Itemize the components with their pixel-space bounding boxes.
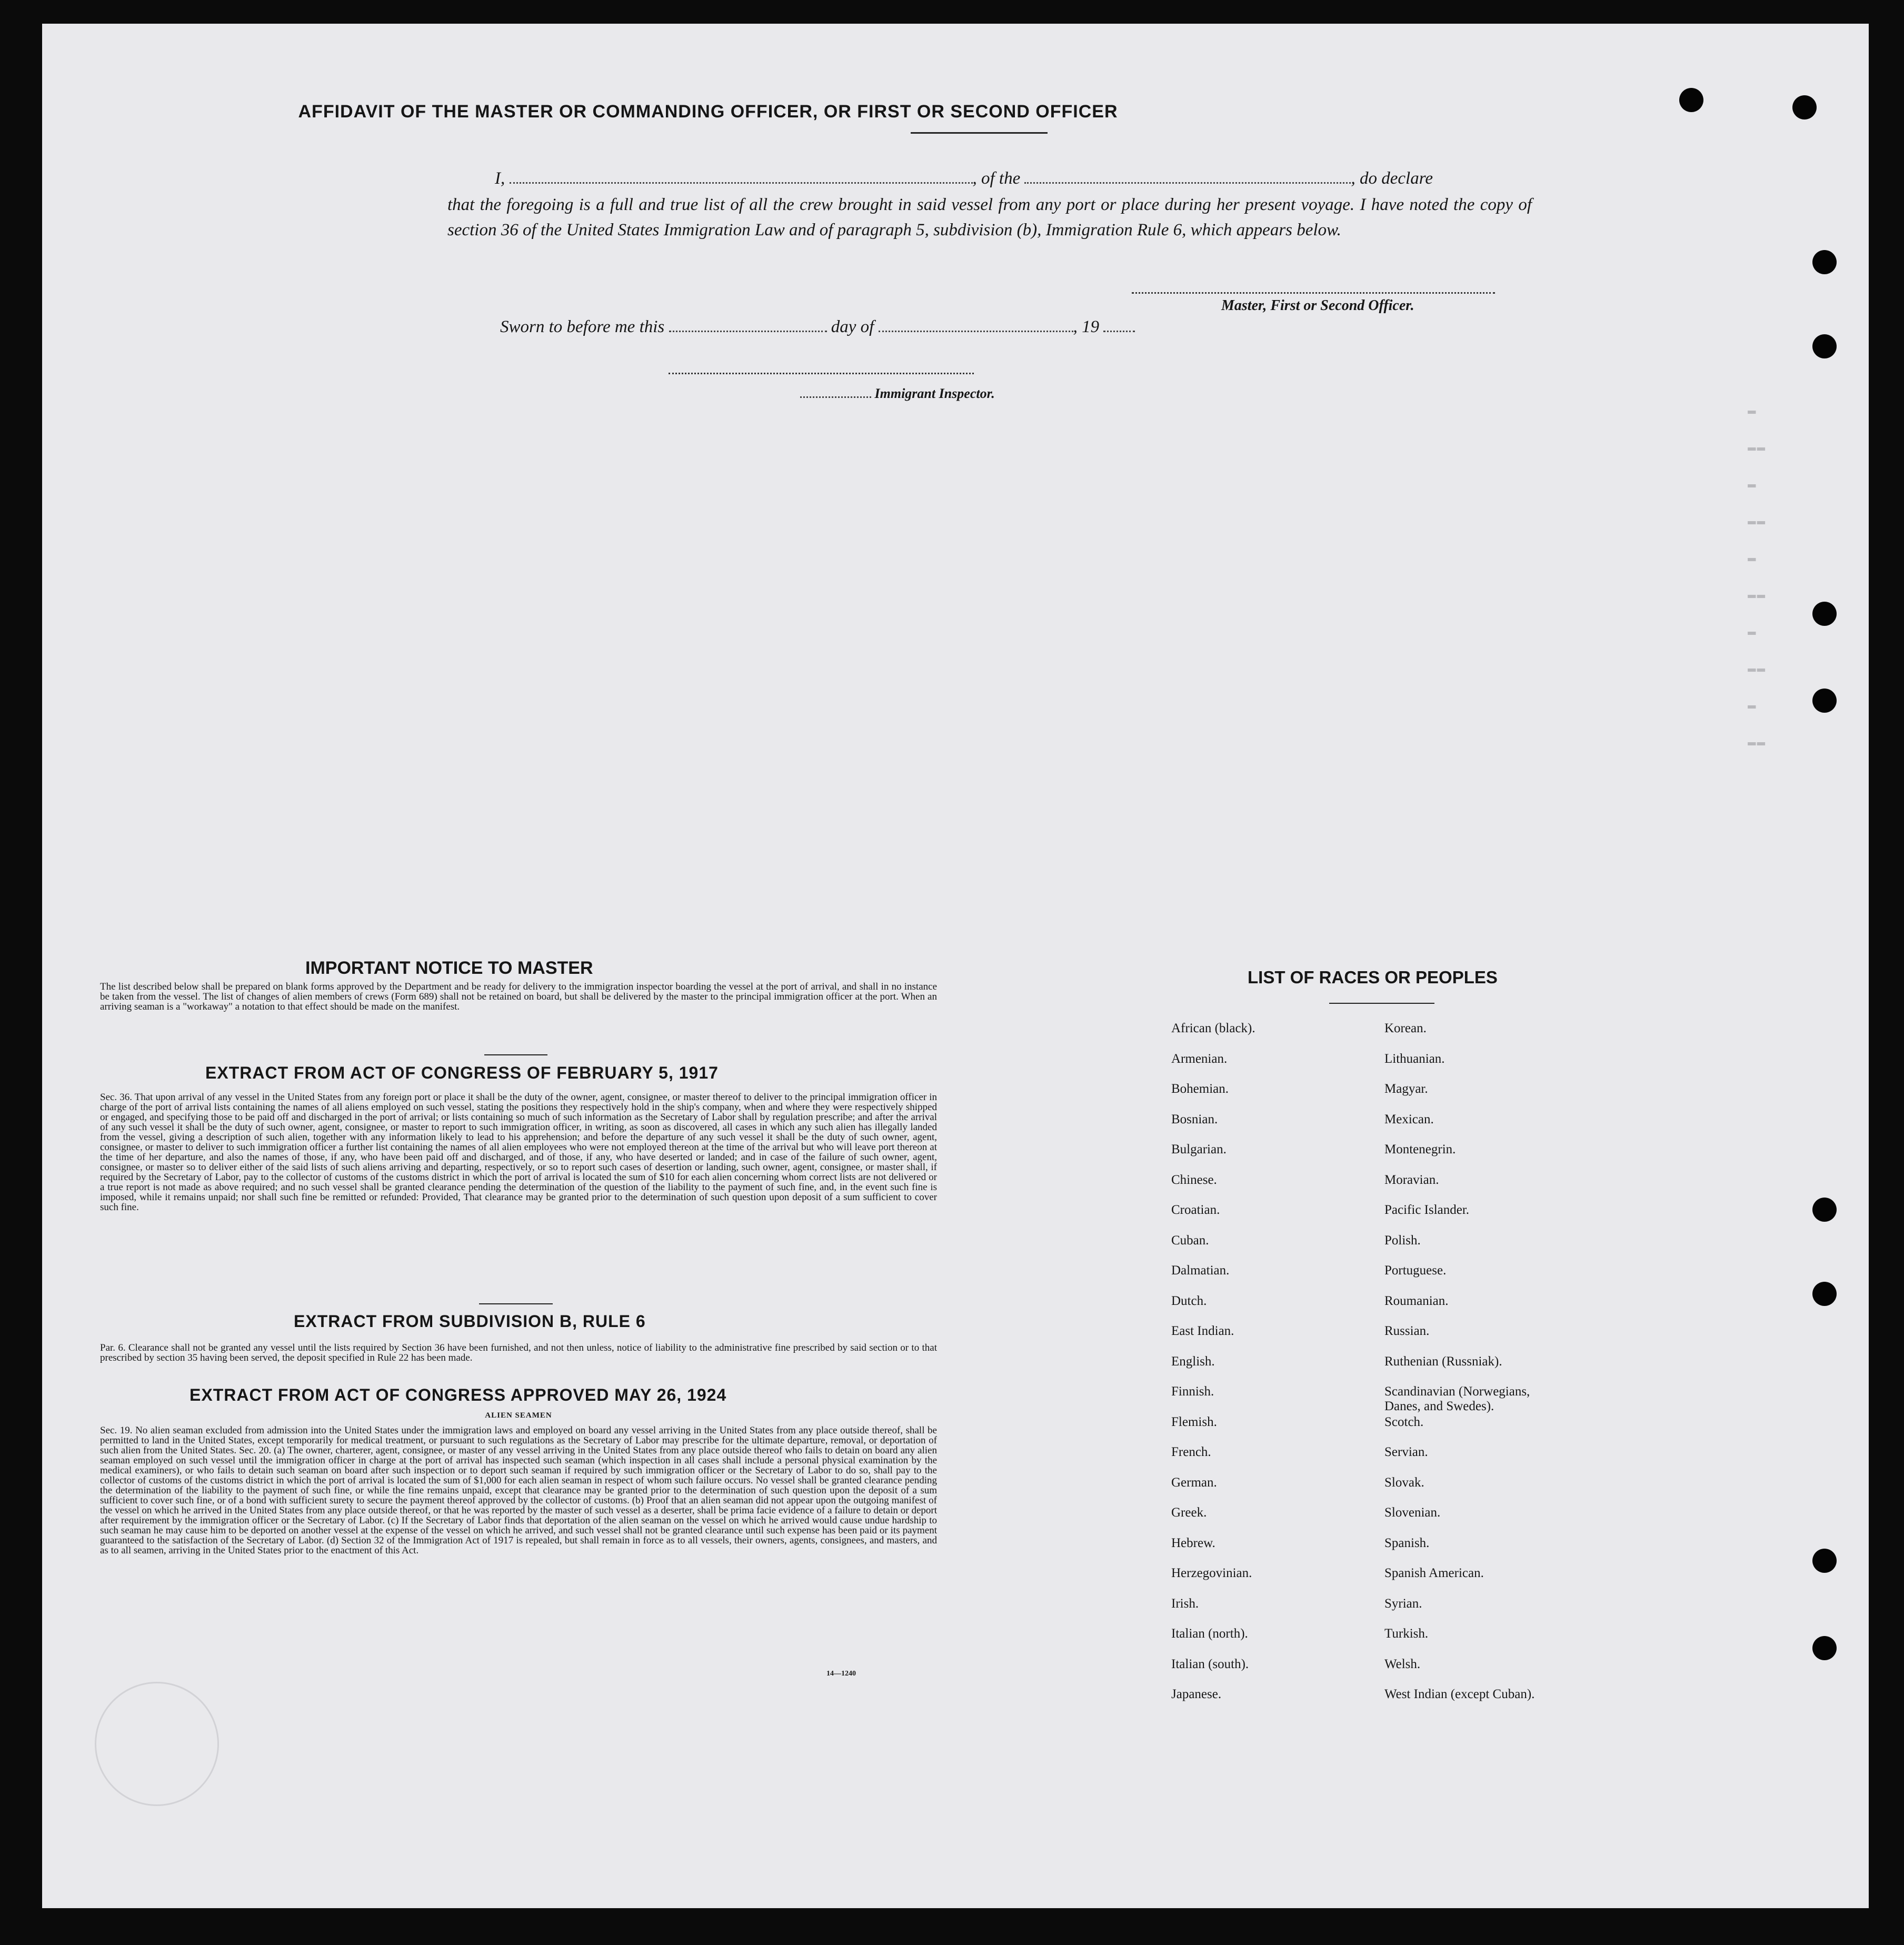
race-item: East Indian.: [1171, 1324, 1234, 1338]
sworn-year-label: , 19: [1073, 317, 1100, 336]
vessel-name-field[interactable]: [1024, 167, 1351, 184]
binder-hole: [1812, 334, 1837, 358]
race-item: African (black).: [1171, 1021, 1255, 1035]
race-item: Danes, and Swedes).: [1384, 1399, 1494, 1413]
inspector-signature-field[interactable]: [669, 373, 974, 374]
race-item: Italian (south).: [1171, 1657, 1249, 1671]
binder-hole: [1679, 88, 1703, 112]
race-item: Herzegovinian.: [1171, 1566, 1252, 1580]
sworn-prefix: Sworn to before me this: [500, 317, 665, 336]
binder-hole: [1812, 1636, 1837, 1660]
section-divider: [479, 1303, 553, 1304]
race-item: Korean.: [1384, 1021, 1427, 1035]
race-item: Hebrew.: [1171, 1536, 1215, 1550]
race-item: Bosnian.: [1171, 1112, 1218, 1126]
race-item: Syrian.: [1384, 1597, 1422, 1611]
declarant-name-field[interactable]: [510, 167, 973, 184]
race-item: Portuguese.: [1384, 1263, 1447, 1278]
race-item: Chinese.: [1171, 1173, 1217, 1187]
race-item: Ruthenian (Russniak).: [1384, 1354, 1502, 1369]
race-item: German.: [1171, 1475, 1217, 1490]
race-item: Bohemian.: [1171, 1082, 1229, 1096]
race-item: Slovak.: [1384, 1475, 1424, 1490]
sworn-year-field[interactable]: [1103, 316, 1135, 332]
master-signature-label: Master, First or Second Officer.: [1221, 297, 1414, 314]
race-item: Croatian.: [1171, 1203, 1220, 1217]
race-item: Dalmatian.: [1171, 1263, 1230, 1278]
race-item: Roumanian.: [1384, 1294, 1449, 1308]
race-item: Slovenian.: [1384, 1505, 1441, 1520]
race-item: Turkish.: [1384, 1627, 1429, 1641]
sworn-day-field[interactable]: [669, 316, 827, 332]
race-item: Mexican.: [1384, 1112, 1434, 1126]
act-1917-title: EXTRACT FROM ACT OF CONGRESS OF FEBRUARY 5, 1917: [205, 1063, 719, 1082]
master-signature-field[interactable]: [1132, 292, 1495, 295]
subdivision-b-title: EXTRACT FROM SUBDIVISION B, RULE 6: [294, 1312, 646, 1331]
race-item: Italian (north).: [1171, 1627, 1248, 1641]
manifest-back-page: [42, 24, 1869, 1908]
embossed-seal: [95, 1682, 219, 1806]
declarant-prefix: I,: [495, 169, 505, 188]
form-number: 14—1240: [826, 1670, 856, 1678]
binder-hole: [1792, 95, 1817, 119]
inspector-label-lead: [800, 389, 871, 398]
title-underline: [911, 132, 1048, 134]
notice-text: The list described below shall be prepared on blank forms approved by the Department and be ready for delivery to the immigration inspector boarding the vessel at the port of arrival, and shall in no instance be taken from the vessel. The list of changes of alien members of crews (Form 689) shall not be retained on board, but shall be delivered by the master to the principal immigration officer at the port. When an arriving seaman is a "workaway" a notation to that effect should be made on the manifest.: [100, 981, 937, 1012]
sworn-day-label: day of: [831, 317, 874, 336]
binder-hole: [1812, 689, 1837, 713]
affidavit-body: that the foregoing is a full and true list of all the crew brought in said vessel from any port or place during her present voyage. I have noted the copy of section 36 of the United States Immigration Law and of paragraph 5, subdivision (b), Immigration Rule 6, which appears below.: [447, 195, 1532, 240]
declarant-of-label: , of the: [972, 169, 1021, 188]
race-item: Cuban.: [1171, 1233, 1209, 1248]
binder-hole: [1812, 1282, 1837, 1306]
races-left-column: [1171, 1021, 1382, 1737]
race-item: Russian.: [1384, 1324, 1430, 1338]
binder-hole: [1812, 602, 1837, 626]
race-item: French.: [1171, 1445, 1211, 1459]
section-divider: [484, 1054, 547, 1055]
race-item: Dutch.: [1171, 1294, 1207, 1308]
races-right-column: [1384, 1021, 1648, 1737]
bleed-through-column: ▬ ▬▬ ▬ ▬▬ ▬ ▬▬ ▬ ▬▬ ▬ ▬▬: [1748, 403, 1767, 750]
race-item: Greek.: [1171, 1505, 1207, 1520]
inspector-label-text: Immigrant Inspector.: [874, 386, 995, 401]
subdivision-b-text: Par. 6. Clearance shall not be granted any vessel until the lists required by Section 36 have been furnished, and not then unless, notice of liability to the administrative fine prescribed by said section or to that prescribed by section 35 having been served, the deposit specified in Rule 22 has been made.: [100, 1342, 937, 1363]
race-item: Bulgarian.: [1171, 1142, 1227, 1156]
affidavit-declaration-line: [495, 166, 1527, 191]
race-item: Montenegrin.: [1384, 1142, 1456, 1156]
act-1917-text: Sec. 36. That upon arrival of any vessel in the United States from any foreign port or place it shall be the duty of the owner, agent, consignee, or master thereof to deliver to the principal immigration officer in charge of the port of arrival lists containing the names of all aliens employed on such vessel, stating the positions they respectively hold in the ship's company, when and where they were respectively shipped or engaged, and specifying those to be paid off and discharged in the port of arrival; or lists containing so much of such information as the Secretary of Labor shall by regulation prescribe; and after the arrival of any such vessel it shall be the duty of such owner, agent, consignee, or master to report to such immigration officer, in writing, as soon as discovered, all cases in which any such alien has illegally landed from the vessel, giving a description of such alien, together with any information likely to lead to his apprehension; and before the departure of any such vessel it shall be the duty of such owner, agent, consignee, or master to deliver to such immigration officer a further list containing the names of all alien employees who were not employed thereon at the time of the arrival but who will leave port thereon at the time of her departure, and also the names of those, if any, who have been paid off and discharged, and of those, if any, who have deserted or landed; and in case of the failure of such owner, agent, consignee, or master so to deliver either of the said lists of such aliens arriving and departing, respectively, or so to report such cases of desertion or landing, such owner, agent, consignee, or master shall, if required by the Secretary of Labor, pay to the collector of customs of the customs district in which the port of arrival is located the sum of $10 for each alien concerning whom correct lists are not delivered or a true report is not made as above required; and no such vessel shall be granted clearance pending the determination of the question of the liability to the payment of such fine, and, in the event such fine is imposed, while it remains unpaid; nor shall such fine be remitted or refunded: Provided, That clearance may be granted prior to the determination of such question upon deposit of a sum sufficient to cover such fine.: [100, 1092, 937, 1213]
race-item: English.: [1171, 1354, 1215, 1369]
declare-label: , do declare: [1351, 169, 1433, 188]
act-1924-title: EXTRACT FROM ACT OF CONGRESS APPROVED MAY 26, 1924: [190, 1385, 727, 1404]
race-item: Magyar.: [1384, 1082, 1428, 1096]
race-item: Lithuanian.: [1384, 1052, 1445, 1066]
notice-title: IMPORTANT NOTICE TO MASTER: [305, 958, 593, 978]
race-item: Polish.: [1384, 1233, 1421, 1248]
race-item: Finnish.: [1171, 1384, 1214, 1399]
race-item: Armenian.: [1171, 1052, 1228, 1066]
race-item: Spanish.: [1384, 1536, 1430, 1550]
race-item: Scotch.: [1384, 1415, 1424, 1429]
race-item: Flemish.: [1171, 1415, 1217, 1429]
race-item: Irish.: [1171, 1597, 1199, 1611]
alien-seamen-subtitle: ALIEN SEAMEN: [485, 1411, 552, 1420]
race-item: Japanese.: [1171, 1687, 1222, 1701]
races-title-underline: [1329, 1003, 1434, 1004]
binder-hole: [1812, 1549, 1837, 1573]
race-item: Welsh.: [1384, 1657, 1421, 1671]
inspector-label: [800, 386, 995, 402]
sworn-month-field[interactable]: [879, 316, 1073, 332]
sworn-line: [500, 316, 1135, 337]
race-item: Pacific Islander.: [1384, 1203, 1470, 1217]
affidavit-title: AFFIDAVIT OF THE MASTER OR COMMANDING OFFICER, OR FIRST OR SECOND OFFICER: [298, 102, 1118, 122]
binder-hole: [1812, 1198, 1837, 1222]
races-title: LIST OF RACES OR PEOPLES: [1248, 967, 1498, 987]
race-item: West Indian (except Cuban).: [1384, 1687, 1535, 1701]
act-1924-text: Sec. 19. No alien seaman excluded from admission into the United States under the immigration laws and employed on board any vessel arriving in the United States from any place outside thereof, shall be permitted to land in the United States, except temporarily for medical treatment, or pursuant to such regulations as the Secretary of Labor may prescribe for the ultimate departure, removal, or deportation of such alien from the United States. Sec. 20. (a) The owner, charterer, agent, consignee, or master of any vessel arriving in the United States from any place outside thereof who fails to detain on board any alien seaman employed on such vessel until the immigration officer in charge at the port of arrival has inspected such seaman (which inspection in all cases shall include a personal physical examination by the medical examiners), or who fails to detain such seaman on board after such inspection or to deport such seaman if required by such immigration officer or the Secretary of Labor to do so, shall pay to the collector of customs of the customs district in which the port of arrival is located the sum of $1,000 for each alien seaman in respect of whom such failure occurs. No vessel shall be granted clearance pending the determination of the liability to the payment of such fine, or while the fine remains unpaid, except that clearance may be granted prior to the determination of such question upon the deposit of a sum sufficient to cover such fine, or of a bond with sufficient surety to secure the payment thereof approved by the collector of customs. (b) Proof that an alien seaman did not appear upon the outgoing manifest of the vessel on which he arrived in the United States from any place outside thereof, or that he was reported by the master of such vessel as a deserter, shall be prima facie evidence of a failure to detain or deport after requirement by the immigration officer or the Secretary of Labor. (c) If the Secretary of Labor finds that deportation of the alien seaman on the vessel on which he arrived would cause undue hardship to such seaman he may cause him to be deported on another vessel at the expense of the vessel on which he arrived, and such vessel shall not be granted clearance until such expense has been paid or its payment guaranteed to the satisfaction of the Secretary of Labor. (d) Section 32 of the Immigration Act of 1917 is repealed, but shall remain in force as to all vessels, their owners, agents, consignees, and masters, and as to all seamen, arriving in the United States prior to the enactment of this Act.: [100, 1425, 937, 1556]
binder-hole: [1812, 250, 1837, 274]
race-item: Scandinavian (Norwegians,: [1384, 1384, 1530, 1399]
race-item: Servian.: [1384, 1445, 1428, 1459]
race-item: Moravian.: [1384, 1173, 1439, 1187]
race-item: Spanish American.: [1384, 1566, 1484, 1580]
